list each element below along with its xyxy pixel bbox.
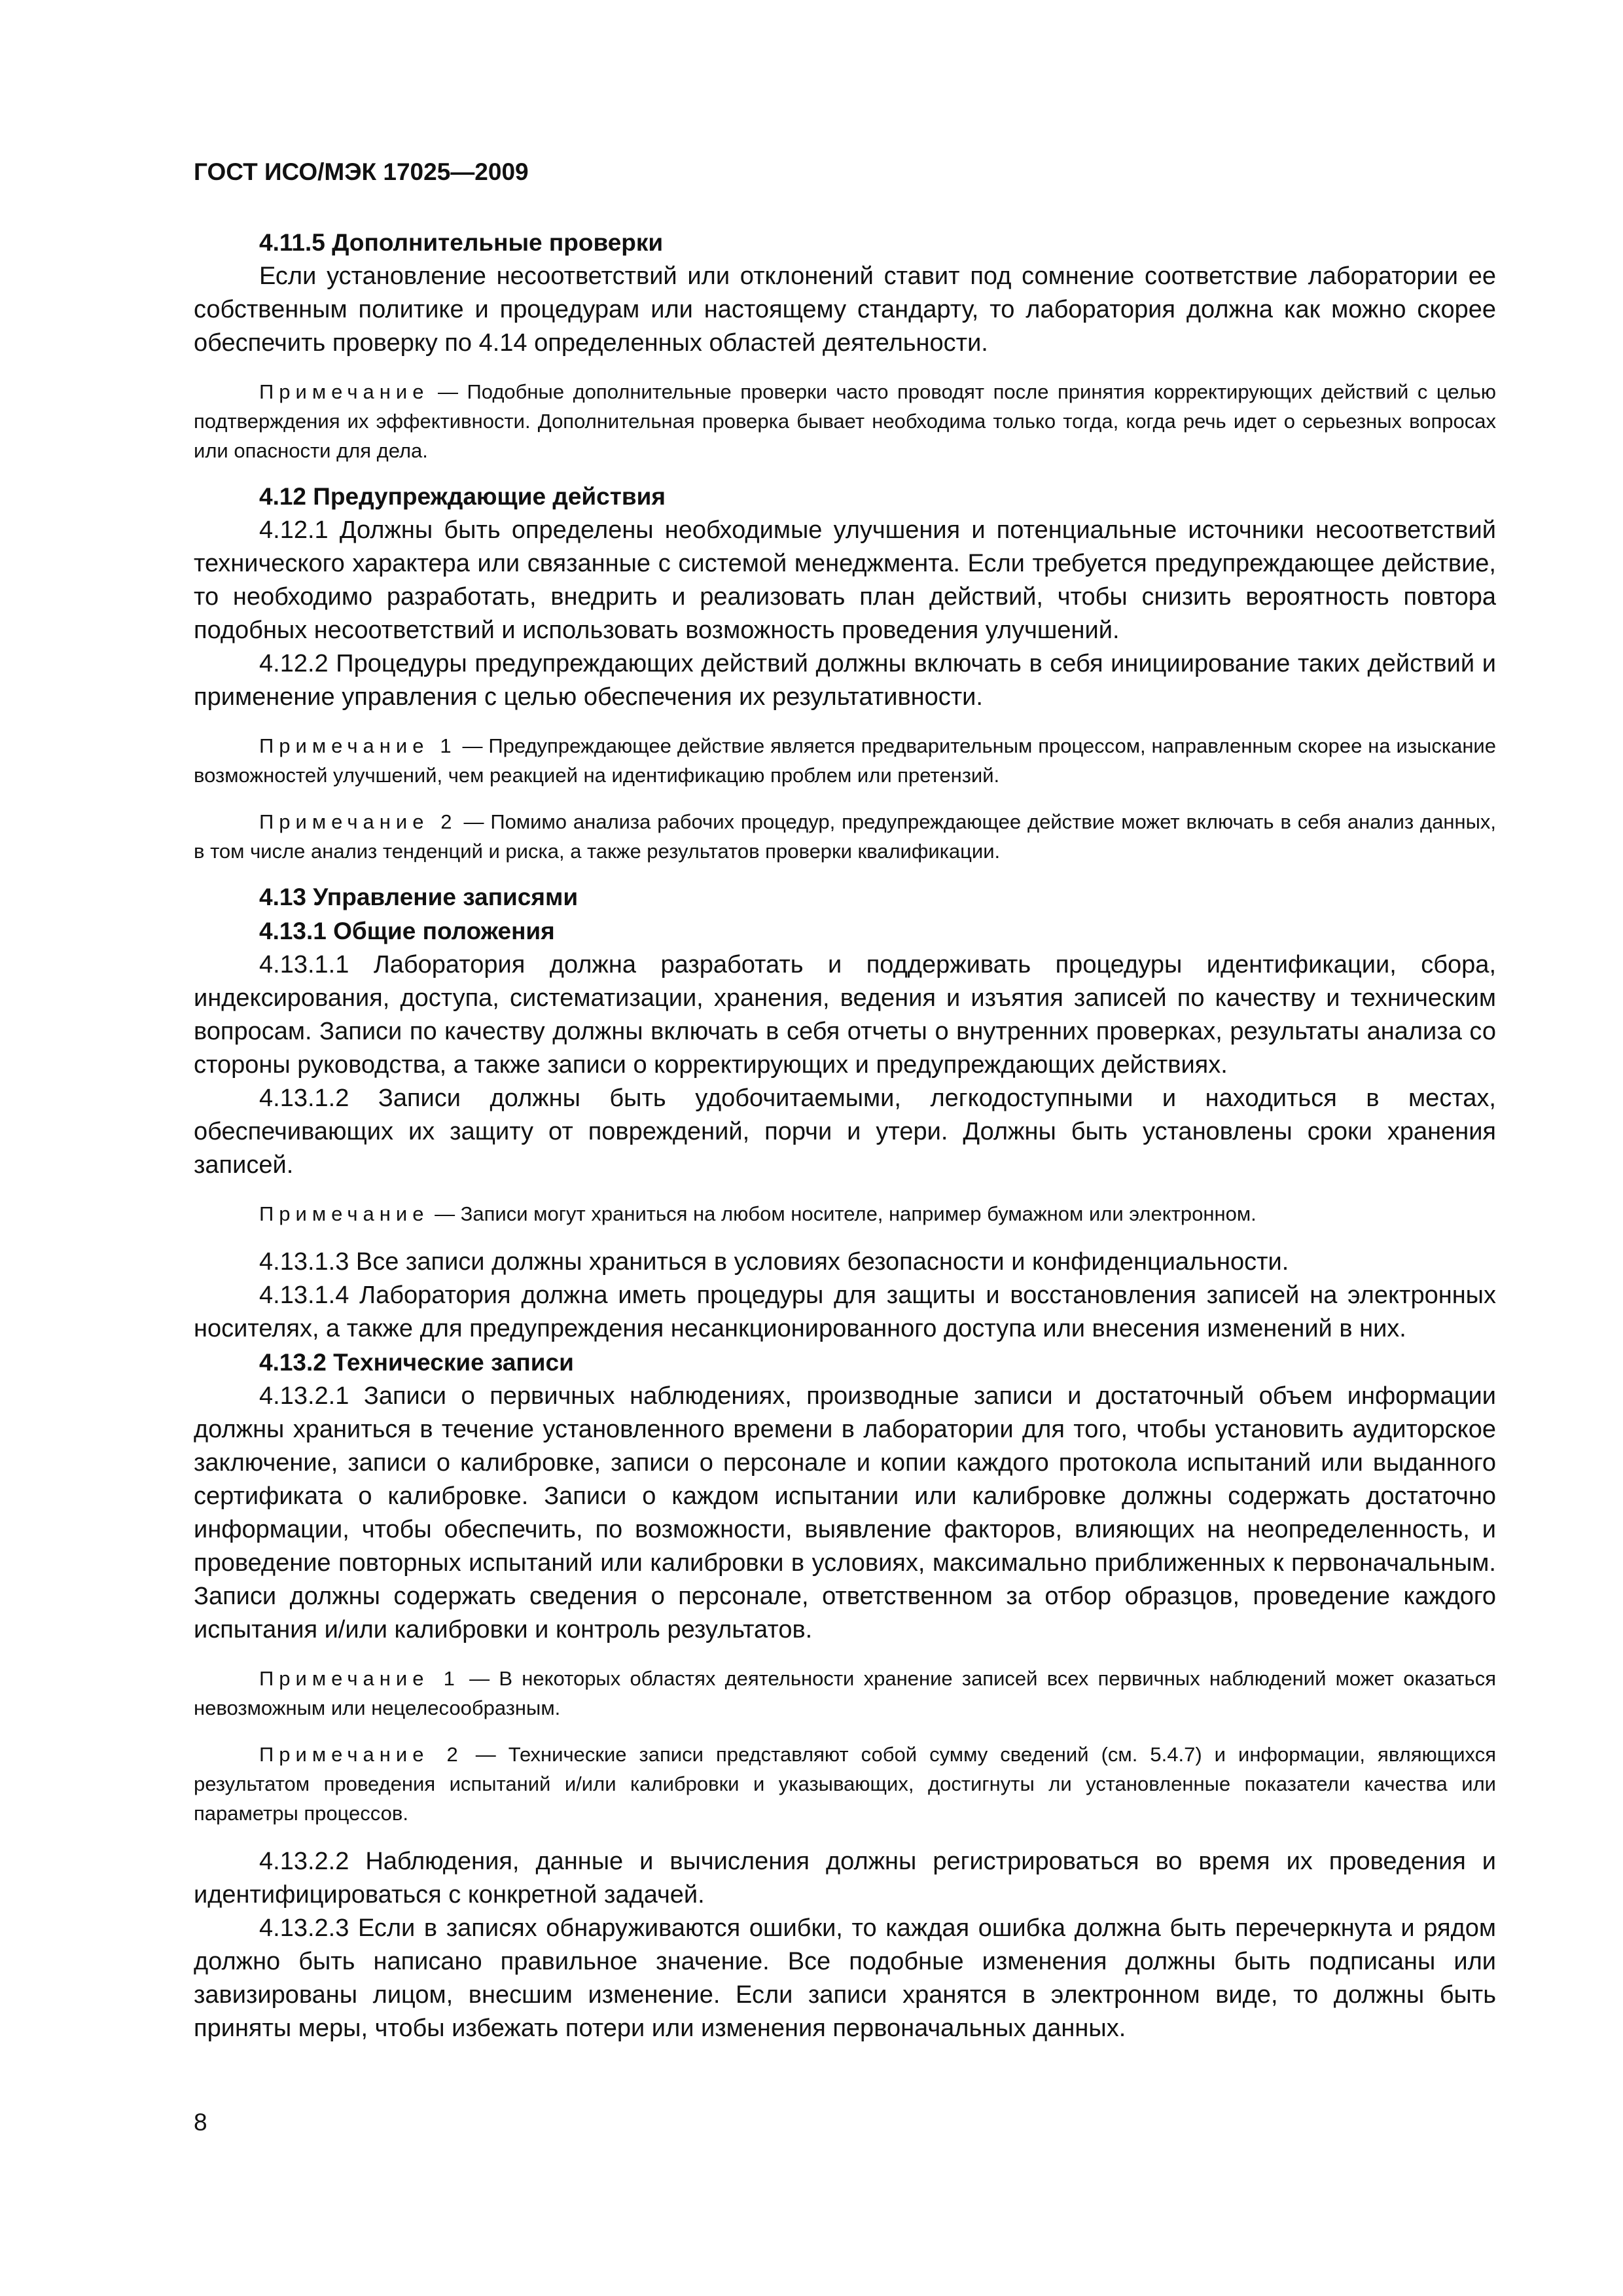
note-label: Примечание [259,380,429,403]
note-1-4-13-2 [194,1664,1496,1723]
heading-4-12: 4.12 Предупреждающие действия [259,483,666,510]
paragraph-4-13-2-3: 4.13.2.3 Если в записях обнаруживаются ошибки, то каждая ошибка должна быть перечеркнута и рядом должно быть написано правильное значение. Все подобные изменения должны быть подписаны или завизированы лицом, внесшим изменение. Если записи хранятся в электронном виде, то должны быть приняты меры, чтобы избежать потери или изменения первоначальных данных. [194,1914,1496,2042]
heading-4-13: 4.13 Управление записями [259,884,579,910]
note-label: Примечание 1 [259,1667,460,1690]
paragraph-4-12-1: 4.12.1 Должны быть определены необходимые улучшения и потенциальные источники несоответствий технического характера или связанные с системой менеджмента. Если требуется предупреждающее действие, то необходимо разработать, внедрить и реализовать план действий, чтобы снизить вероятность повтора подобных несоответствий и использовать возможность проведения улучшений. [194,516,1496,644]
note-text: — Записи могут храниться на любом носителе, например бумажном или электронном. [435,1202,1257,1225]
note-text: — Подобные дополнительные проверки часто проводят после принятия корректирующих действий с целью подтверждения их эффективности. Дополнительная проверка бывает необходима только тогда, когда речь идет о серьезных вопросах или опасности для дела. [194,380,1496,462]
paragraph-4-13-2-1: 4.13.2.1 Записи о первичных наблюдениях, производные записи и достаточный объем информации должны храниться в течение установленного времени в лаборатории для того, чтобы установить аудиторское заключение, записи о калибровке, записи о персонале и копии каждого протокола испытаний или выданного сертификата о калибровке. Записи о каждом испытании или калибровке должны содержать достаточно информации, чтобы обеспечить, по возможности, выявление факторов, влияющих на неопределенность, и проведение повторных испытаний или калибровки в условиях, максимально приближенных к первоначальным. Записи должны содержать сведения о персонале, ответственном за отбор образцов, проведение каждого испытания и/или калибровки и контроль результатов. [194,1382,1496,1643]
page-content [194,226,1496,2045]
paragraph-4-13-1-2: 4.13.1.2 Записи должны быть удобочитаемыми, легкодоступными и находиться в местах, обеспечивающих их защиту от повреждений, порчи и утери. Должны быть установлены сроки хранения записей. [194,1085,1496,1179]
paragraph-4-13-1-1: 4.13.1.1 Лаборатория должна разработать и поддерживать процедуры идентификации, сбора, индексирования, доступа, систематизации, хранения, ведения и изъятия записей по качеству и техническим вопросам. Записи по качеству должны включать в себя отчеты о внутренних проверках, результаты анализа со стороны руководства, а также записи о корректирующих и предупреждающих действиях. [194,951,1496,1079]
note-4-11-5 [194,377,1496,465]
note-text: — В некоторых областях деятельности хранение записей всех первичных наблюдений может оказаться невозможным или нецелесообразным. [194,1667,1496,1719]
heading-4-13-2: 4.13.2 Технические записи [259,1349,574,1376]
note-label: Примечание 1 [259,734,457,757]
note-2-4-13-2 [194,1740,1496,1828]
note-label: Примечание 2 [259,1743,463,1766]
note-4-13-1 [194,1199,1496,1229]
paragraph-4-13-2-2: 4.13.2.2 Наблюдения, данные и вычисления должны регистрироваться во время их проведения и идентифицироваться с конкретной задачей. [194,1848,1496,1909]
paragraph-4-13-1-4: 4.13.1.4 Лаборатория должна иметь процедуры для защиты и восстановления записей на электронных носителях, а также для предупреждения несанкционированного доступа или внесения изменений в них. [194,1282,1496,1342]
note-text: — Помимо анализа рабочих процедур, предупреждающее действие может включать в себя анализ данных, в том числе анализ тенденций и риска, а также результатов проверки квалификации. [194,810,1496,863]
heading-4-11-5: 4.11.5 Дополнительные проверки [259,229,664,256]
heading-4-13-1: 4.13.1 Общие положения [259,918,555,944]
note-2-4-12 [194,807,1496,866]
note-1-4-12 [194,731,1496,790]
paragraph-4-12-2: 4.12.2 Процедуры предупреждающих действий должны включать в себя инициирование таких действий и применение управления с целью обеспечения их результативности. [194,650,1496,711]
paragraph-4-13-1-3: 4.13.1.3 Все записи должны храниться в условиях безопасности и конфиденциальности. [259,1248,1289,1276]
note-label: Примечание 2 [259,810,457,833]
note-text: — Предупреждающее действие является предварительным процессом, направленным скорее на изыскание возможностей улучшений, чем реакцией на идентификацию проблем или претензий. [194,734,1496,787]
page-number: 8 [194,2109,207,2136]
note-label: Примечание [259,1202,429,1225]
paragraph-4-11-5: Если установление несоответствий или отклонений ставит под сомнение соответствие лаборатории ее собственным политике и процедурам или настоящему стандарту, то лаборатория должна как можно скорее обеспечить проверку по 4.14 определенных областей деятельности. [194,262,1496,357]
document-header: ГОСТ ИСО/МЭК 17025—2009 [194,158,529,185]
note-text: — Технические записи представляют собой сумму сведений (см. 5.4.7) и информации, являющихся результатом проведения испытаний и/или калибровки и указывающих, достигнуты ли установленные показатели качества или параметры процессов. [194,1743,1496,1825]
